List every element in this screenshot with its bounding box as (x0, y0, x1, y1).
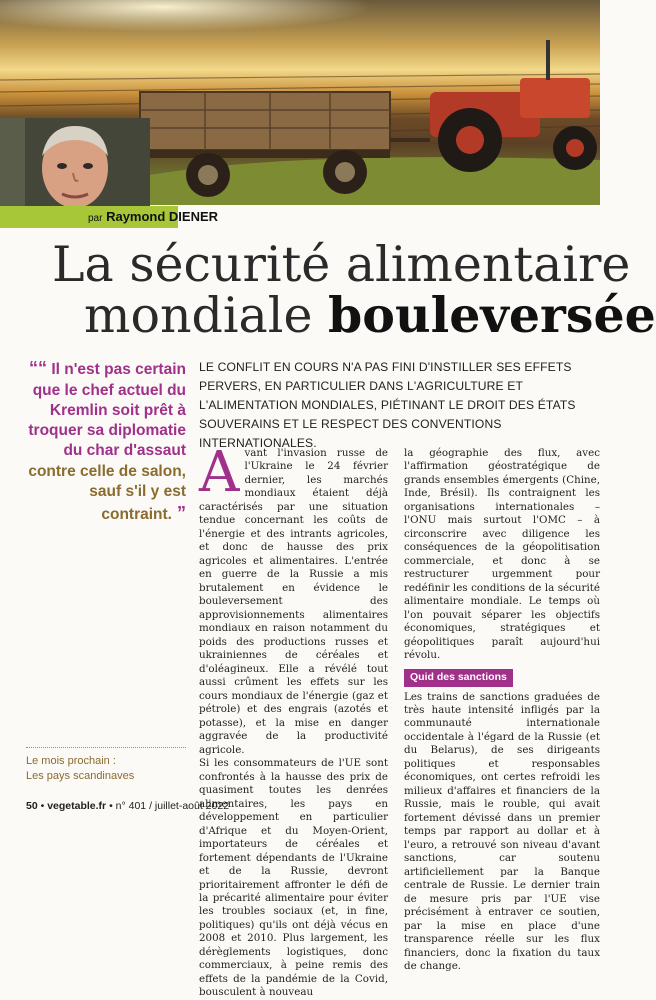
section-subhead: Quid des sanctions (404, 669, 513, 687)
lead-paragraph: LE CONFLIT EN COURS N'A PAS FINI D'INSTILLER SES EFFETS PERVERS, EN PARTICULIER DANS L'AGRICULTURE ET L'ALIMENTATION MONDIALES, PIÉTINANT LE DROIT DES ÉTATS SOUVERAINS ET LE RESPECT DES CONVENTIONS INTERNATIONALES. (199, 360, 576, 450)
page-footer (26, 800, 229, 812)
pull-quote-text-1: Il n'est pas certain que le chef actuel du Kremlin soit prêt à troquer sa diplomatie du char d'assaut (28, 361, 186, 460)
article-title (52, 236, 656, 344)
paragraph: Si les consommateurs de l'UE sont confrontés à la hausse des prix de quasiment toutes les denrées alimentaires, les pays en développement en particulier d'Afrique et du Moyen-Orient, importateurs de céréales et fortement dépendants de l'Ukraine et de la Russie, devront prioritairement affronter le défi de la précarité alimentaire pour éviter les troubles sociaux (et, in fine, politiques) qu'ils ont déjà vécus en 2008 et 2010. Plus largement, les dérèglements logistiques, donc commerciaux, à peine remis des effets de la pandémie de la Covid, bousculent à nouveau (199, 757, 388, 999)
paragraph: Les trains de sanctions graduées de très haute intensité infligés par la communauté internationale occidentale à l'égard de la Russie (et du Belarus), de ses dirigeants politiques et responsables économiques, ont certes refroidi les milieux d'affaires et financiers de la Russie, mais le rouble, qui avait fortement dévissé dans un premier temps par rapport au dollar et à l'euro, a retrouvé son niveau d'avant sanctions, car soutenu artificiellement par la Banque centrale de Russie. Le dernier train de mesure pris par l'UE vise précisément à entraver ce soutien, par la mise en place d'une transparence réelle sur les flux financiers, donc la fixation du taux de change. (404, 690, 600, 973)
open-quote-mark: ““ (29, 358, 48, 378)
title-line-2-bold: bouleversée (328, 286, 656, 344)
close-quote-mark: ” (171, 503, 186, 524)
drop-cap: A (199, 440, 240, 505)
next-month-label: Le mois prochain : (26, 755, 116, 767)
pull-quote (26, 357, 186, 526)
paragraph-text: vant l'invasion russe de l'Ukraine le 24 février dernier, les marchés mondiaux étaient déjà caractérisés par une situation tendue concernant les coûts de l'énergie et des intrants agricoles, et donc de hausse des prix agricoles et alimentaires. L'entrée en guerre de la Russie a mis brutalement en évidence le bouleversement des approvisionnements alimentaires mondiaux en raison notamment du poids des productions russes et ukrainiennes de céréales et d'oléagineux. Elle a révélé tout aussi crûment les effets sur les cours mondiaux de l'énergie (gaz et pétrole) et des engrais (azotés et potasse), et la mise en danger aggravée de la productivité agricole. (199, 447, 388, 756)
next-month-topic: Les pays scandinaves (26, 769, 135, 782)
next-month-teaser (26, 747, 186, 784)
title-line-1: La sécurité alimentaire (52, 236, 631, 293)
body-column-1 (199, 440, 388, 1000)
author-name: Raymond DIENER (106, 209, 219, 224)
issue-info: • n° 401 / juillet-août 2022 (109, 800, 230, 812)
byline (88, 209, 218, 224)
paragraph (199, 440, 388, 757)
paragraph: la géographie des flux, avec l'affirmation géostratégique de grands ensembles émergents (Chine, Inde, Brésil). Ils contraignent les organisations internationales – l'ONU mais surtout l'OMC – à circonscrire avec diligence les conséquences de la géopolitisation commerciale, et donc à se restructurer urgemment pour redéfinir les conditions de la sécurité alimentaire mondiale. Le temps où l'on pouvait séparer les objectifs économiques, stratégiques et géopolitiques paraît aujourd'hui révolu. (404, 447, 600, 662)
author-photo (0, 118, 150, 216)
author-portrait-illustration (0, 118, 150, 216)
footer-separator: • (37, 800, 48, 812)
pull-quote-text-2: contre celle de salon, sauf s'il y est contraint. (28, 462, 186, 524)
title-line-2 (52, 286, 656, 344)
page-number: 50 (26, 800, 38, 812)
body-column-2 (404, 447, 600, 974)
title-line-2-regular: mondiale (84, 287, 329, 344)
byline-prefix: par (88, 213, 103, 224)
site-name: vegetable.fr (47, 800, 107, 812)
